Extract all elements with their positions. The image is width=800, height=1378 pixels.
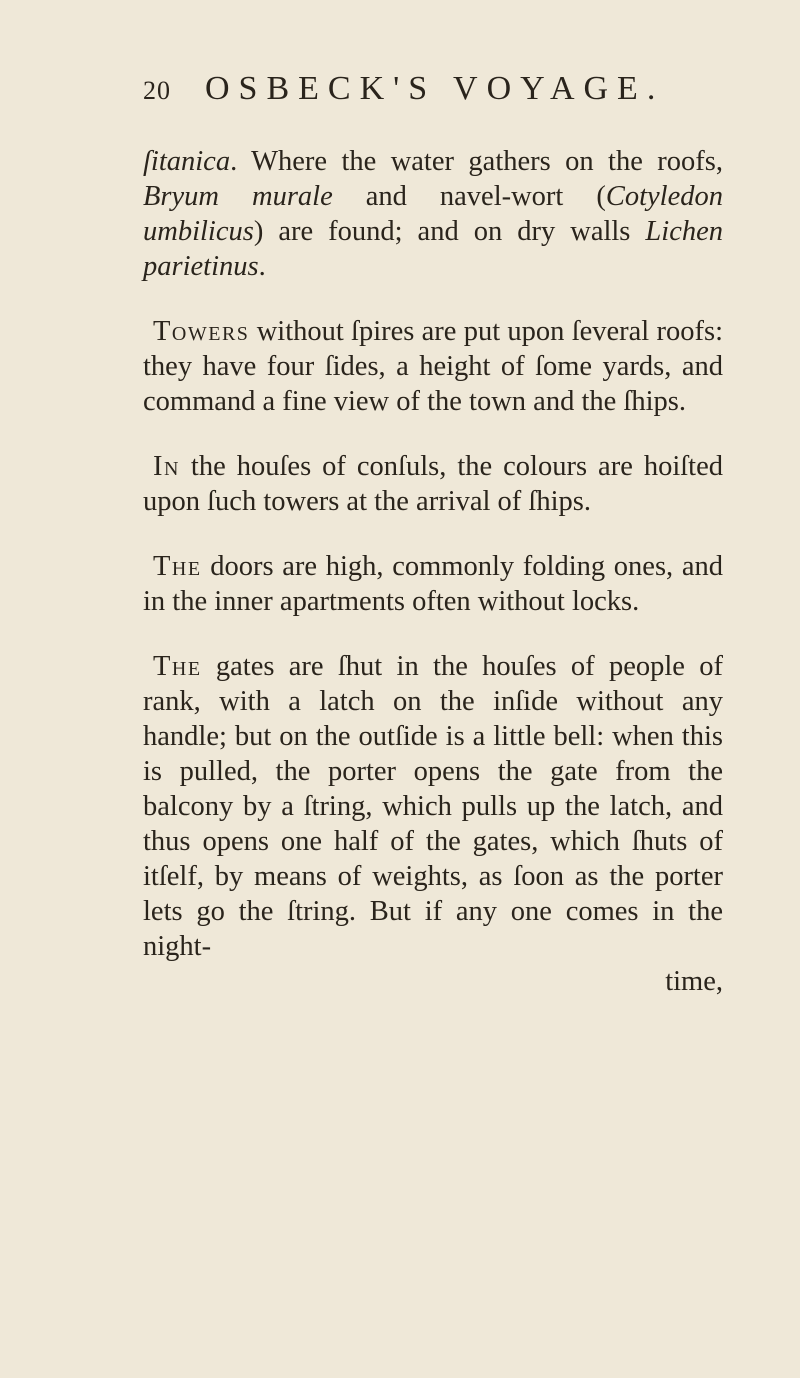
paragraph-text: doors are high, commonly folding ones, and in the inner apartments often without locks. — [143, 551, 723, 617]
text-segment: and navel-wort ( — [332, 181, 606, 212]
text-segment: . Where the water gathers on the roofs, — [230, 146, 723, 177]
paragraph-text: without ſpires are put upon ſeveral roofs: they have four ſides, a height of ſome yards, and command a fine view of the town and the ſhips. — [143, 316, 723, 417]
text-segment: Bryum murale — [143, 181, 333, 212]
paragraph-lead-word: The — [153, 651, 202, 682]
paragraph-3 — [143, 449, 723, 519]
paragraph-lead-word: In — [153, 451, 180, 482]
catchword: time, — [665, 966, 723, 997]
running-head — [143, 70, 710, 120]
page-number: 20 — [143, 76, 171, 105]
text-segment: Lichen parietinus — [143, 216, 723, 282]
text-segment: Cotyledon umbilicus — [143, 181, 723, 247]
paragraph-text: gates are ſhut in the houſes of people of rank, with a latch on the inſide without any handle; but on the outſide is a little bell: when this is pulled, the porter opens the gate from the balcony by a ſtring, which pulls up the latch, and thus opens one half of the gates, which ſhuts of itſelf, by means of weights, as ſoon as the porter lets go the ſtring. But if any one comes in the night- — [143, 651, 723, 962]
paragraph-2 — [143, 314, 723, 419]
paragraph-lead-word: Towers — [153, 316, 250, 347]
paragraph-4 — [143, 549, 723, 619]
paragraph-1 — [143, 144, 723, 284]
running-head-title: OSBECK'S VOYAGE. — [205, 70, 665, 107]
body-text — [143, 144, 723, 964]
text-segment: ſitanica — [143, 146, 231, 177]
text-segment: ) are found; and on dry walls — [253, 216, 646, 247]
paragraph-lead-word: The — [153, 551, 202, 582]
text-segment: . — [258, 251, 266, 282]
paragraph-text: the houſes of conſuls, the colours are hoiſted upon ſuch towers at the arrival of ſhips. — [143, 451, 723, 517]
paragraph-5 — [143, 649, 723, 964]
